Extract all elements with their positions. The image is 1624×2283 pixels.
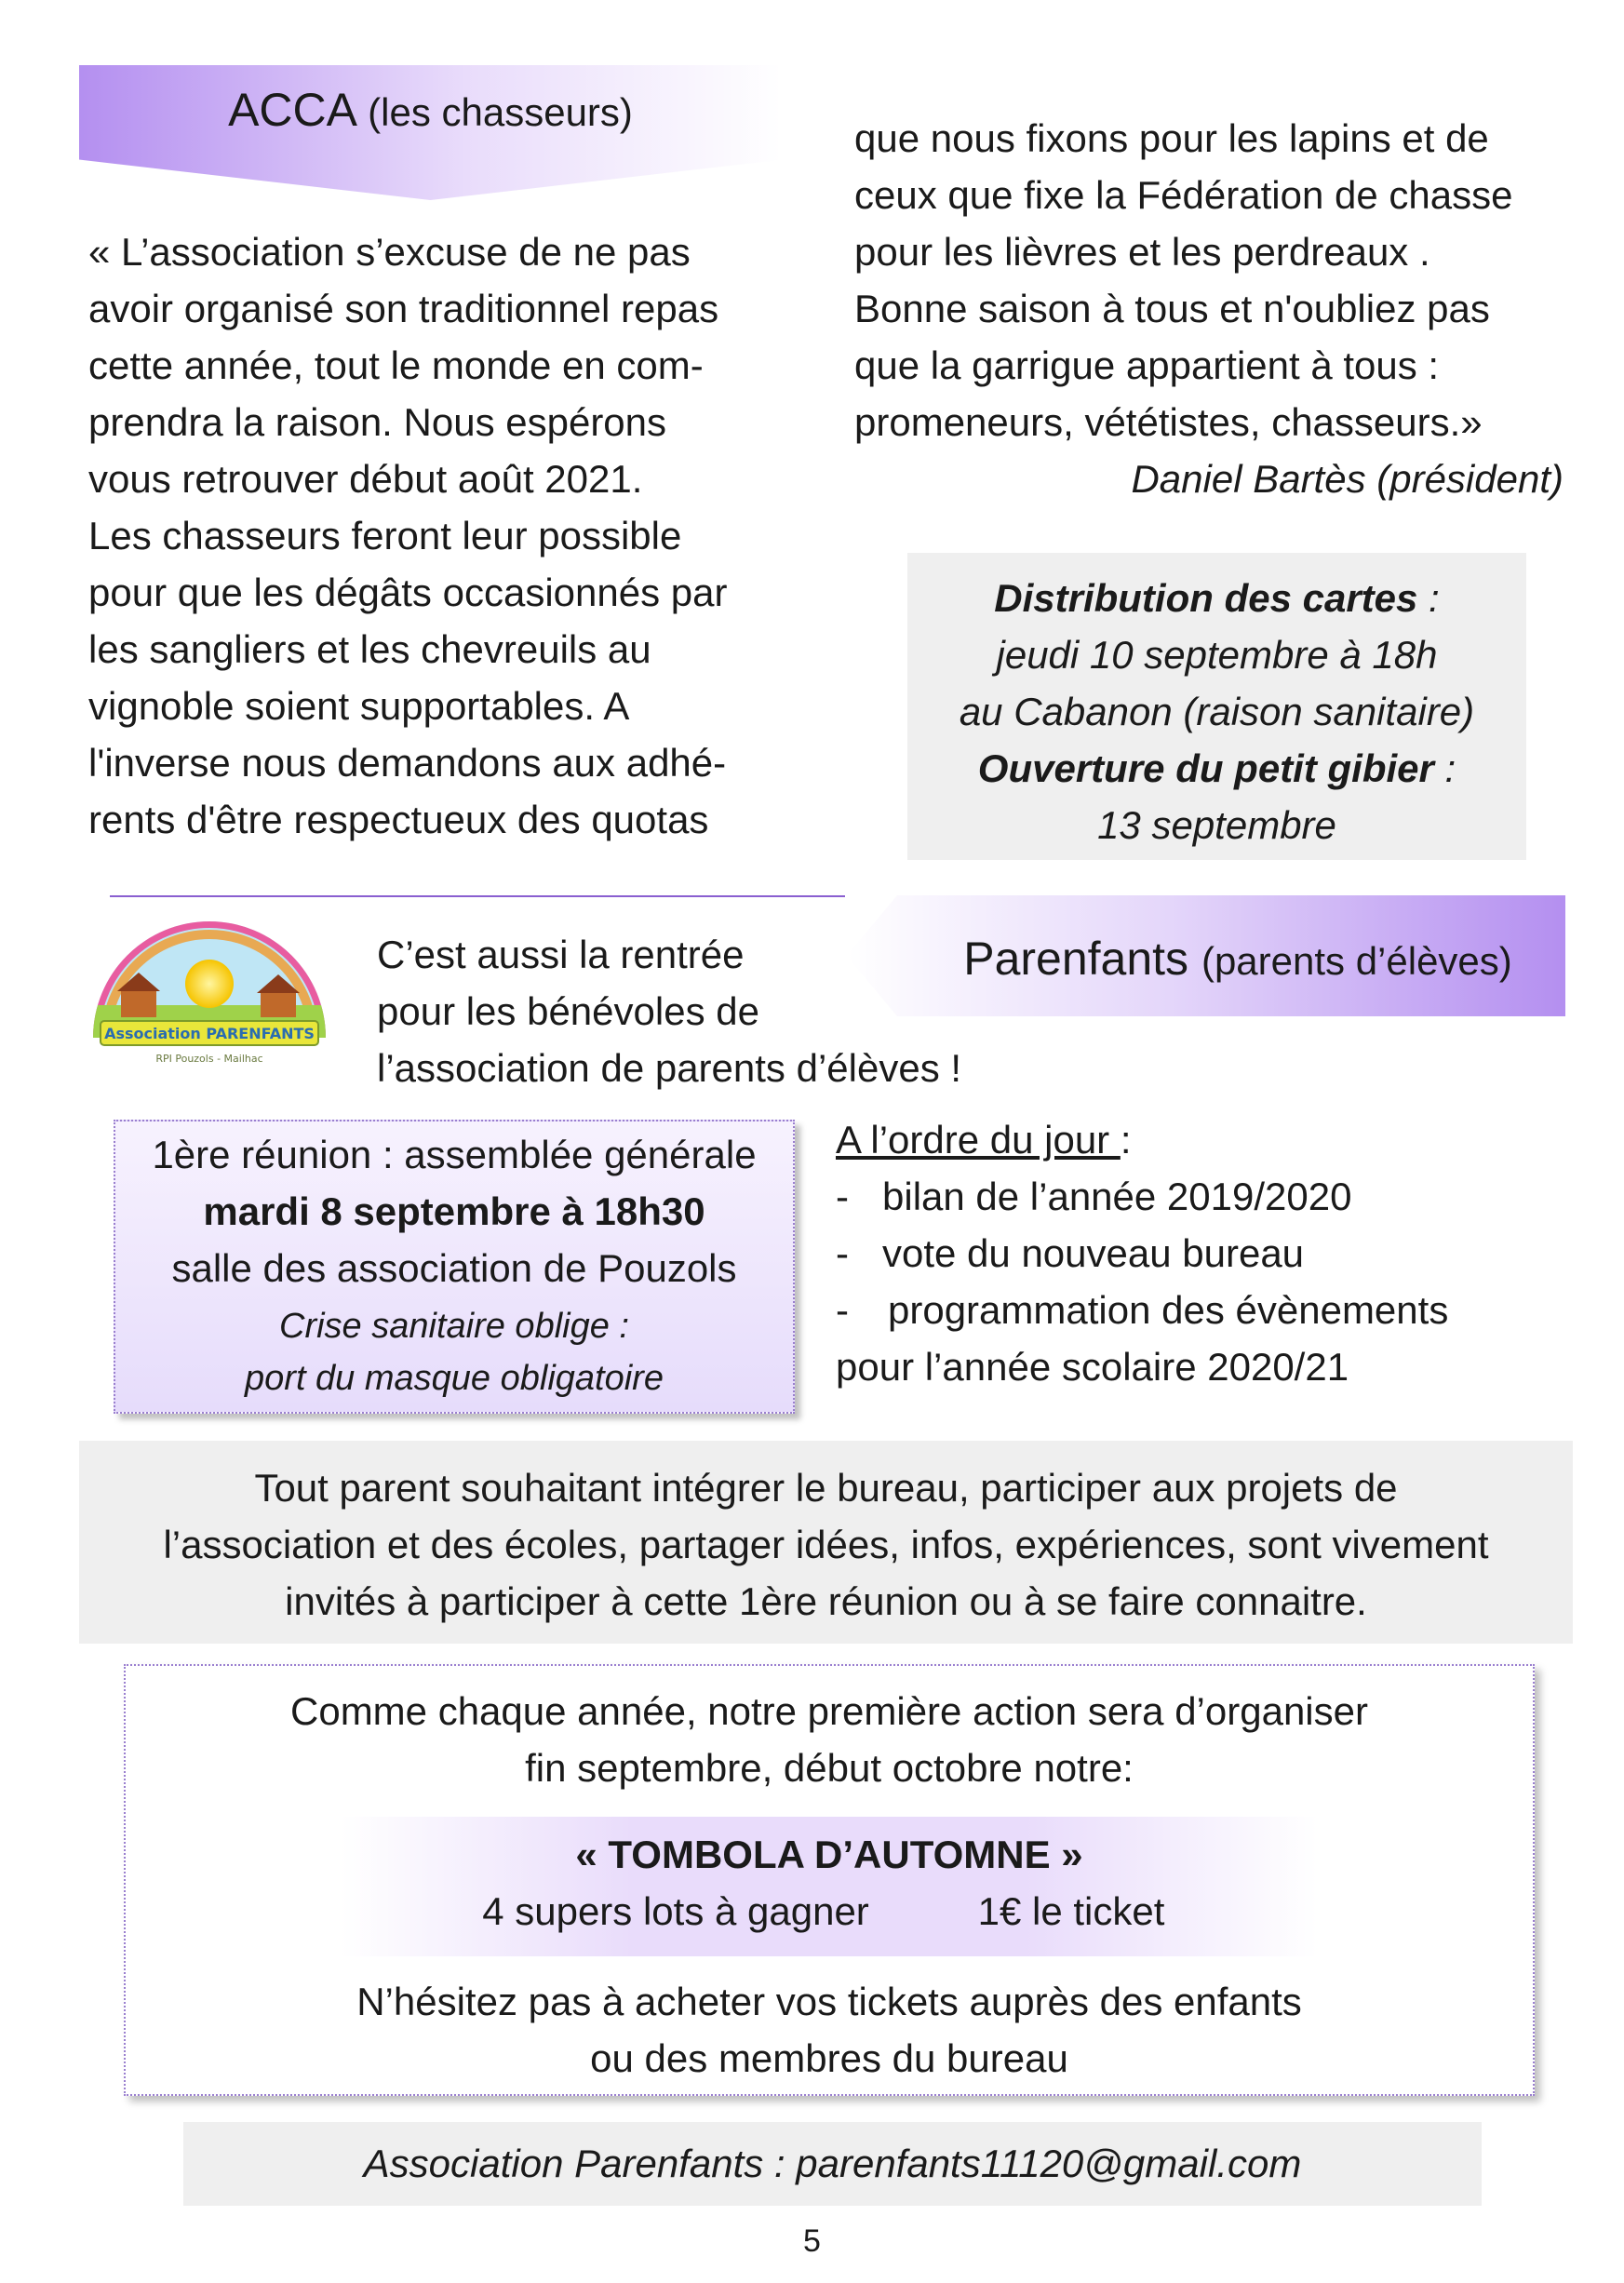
page-number: 5 [803,2223,821,2259]
cartes-colon: : [1417,576,1440,620]
tombola-price: 1€ le ticket [977,1889,1165,1933]
acca-signature: Daniel Bartès (président) [1131,457,1564,501]
cartes-line-3: au Cabanon (raison sanitaire) [959,690,1475,733]
logo-name: Association PARENFANTS [104,1025,315,1042]
acca-line: vous retrouver début août 2021. [88,457,643,501]
acca-line: vignoble soient supportables. A [88,684,630,728]
parenfants-intro [377,926,835,1040]
invite-line: l’association et des écoles, partager idées, infos, expériences, sont vivement [163,1523,1489,1566]
reunion-note-2: port du masque obligatoire [245,1359,664,1398]
acca-line: prendra la raison. Nous espérons [88,400,667,444]
agenda-item [836,1168,1566,1225]
reunion-place: salle des association de Pouzols [171,1246,737,1290]
invite-line: Tout parent souhaitant intégrer le bureau, participer aux projets de [254,1466,1398,1510]
acca-line: les sangliers et les chevreuils au [88,627,651,671]
agenda-item-text: vote du nouveau bureau [882,1231,1305,1275]
parenfants-subtitle: (parents d’élèves) [1201,939,1512,983]
cartes-colon: : [1433,746,1456,790]
logo-subtitle: RPI Pouzols - Mailhac [155,1053,263,1065]
agenda-item-text: programmation des évènements [888,1288,1449,1332]
acca-title-text: ACCA [228,84,356,136]
tombola-details [341,1883,1318,1940]
reunion-line-1: 1ère réunion : assemblée générale [152,1133,757,1176]
intro-line: C’est aussi la rentrée [377,933,745,976]
acca-line: avoir organisé son traditionnel repas [88,287,719,330]
tombola-outro-line: N’hésitez pas à acheter vos tickets auprès des enfants [356,1980,1302,2023]
cartes-line-2: jeudi 10 septembre à 18h [996,633,1438,677]
parenfants-title [917,931,1559,989]
reunion-note-1: Crise sanitaire oblige : [279,1307,629,1346]
agenda [836,1111,1566,1395]
agenda-colon: : [1120,1118,1132,1162]
logo-house-left [121,989,156,1017]
contact-box: Association Parenfants : parenfants11120@gmail.com [183,2122,1482,2206]
cartes-line-1 [907,570,1526,626]
intro-line: pour les bénévoles de [377,989,759,1033]
agenda-dash: - [836,1288,849,1332]
cartes-line-5: 13 septembre [1097,803,1336,847]
intro-line: l’association de parents d’élèves ! [377,1046,962,1090]
agenda-title-line [836,1111,1566,1168]
tombola-title: « TOMBOLA D’AUTOMNE » [575,1833,1083,1876]
acca-line: promeneurs, vététistes, chasseurs.» [854,400,1483,444]
acca-line: rents d'être respectueux des quotas [88,798,709,841]
acca-line: pour que les dégâts occasionnés par [88,571,728,614]
tombola-band [341,1817,1318,1956]
cartes-distribution-box [907,553,1526,860]
tombola-box [124,1664,1535,2096]
acca-right-column [854,110,1564,450]
acca-line: ceux que fixe la Fédération de chasse [854,173,1513,217]
invite-line: invités à participer à cette 1ère réunion ou à se faire connaitre. [285,1579,1367,1623]
parent-invite-box [79,1441,1573,1644]
reunion-date: mardi 8 septembre à 18h30 [203,1189,705,1233]
agenda-item-continued: pour l’année scolaire 2020/21 [836,1345,1349,1389]
agenda-item-text: bilan de l’année 2019/2020 [882,1175,1352,1218]
acca-line: que nous fixons pour les lapins et de [854,116,1489,160]
acca-line: pour les lièvres et les perdreaux . [854,230,1430,274]
tombola-intro-line: fin septembre, début octobre notre: [525,1746,1134,1790]
logo-house-right [261,991,296,1017]
acca-line: « L’association s’excuse de ne pas [88,230,691,274]
tombola-lots: 4 supers lots à gagner [482,1889,869,1933]
agenda-title: A l’ordre du jour [836,1118,1121,1162]
parenfants-logo [84,917,335,1073]
tombola-intro-line: Comme chaque année, notre première action sera d’organiser [290,1689,1368,1733]
cartes-label-1: Distribution des cartes [994,576,1418,620]
acca-line: cette année, tout le monde en com- [88,343,704,387]
tombola-outro-line: ou des membres du bureau [590,2036,1068,2080]
acca-line: l'inverse nous demandons aux adhé- [88,741,727,785]
agenda-item [836,1282,1566,1338]
section-divider [110,895,845,897]
agenda-item [836,1225,1566,1282]
acca-line: Bonne saison à tous et n'oubliez pas [854,287,1490,330]
acca-title [79,82,782,141]
agenda-dash: - [836,1231,849,1275]
logo-sun [185,960,234,1008]
cartes-label-2: Ouverture du petit gibier [977,746,1434,790]
acca-line: Les chasseurs feront leur possible [88,514,682,557]
cartes-line-4 [907,740,1526,797]
acca-line: que la garrigue appartient à tous : [854,343,1440,387]
acca-left-column [88,223,796,848]
reunion-box [114,1120,795,1414]
agenda-dash: - [836,1175,849,1218]
acca-subtitle: (les chasseurs) [368,90,633,134]
parenfants-title-text: Parenfants [963,933,1189,985]
